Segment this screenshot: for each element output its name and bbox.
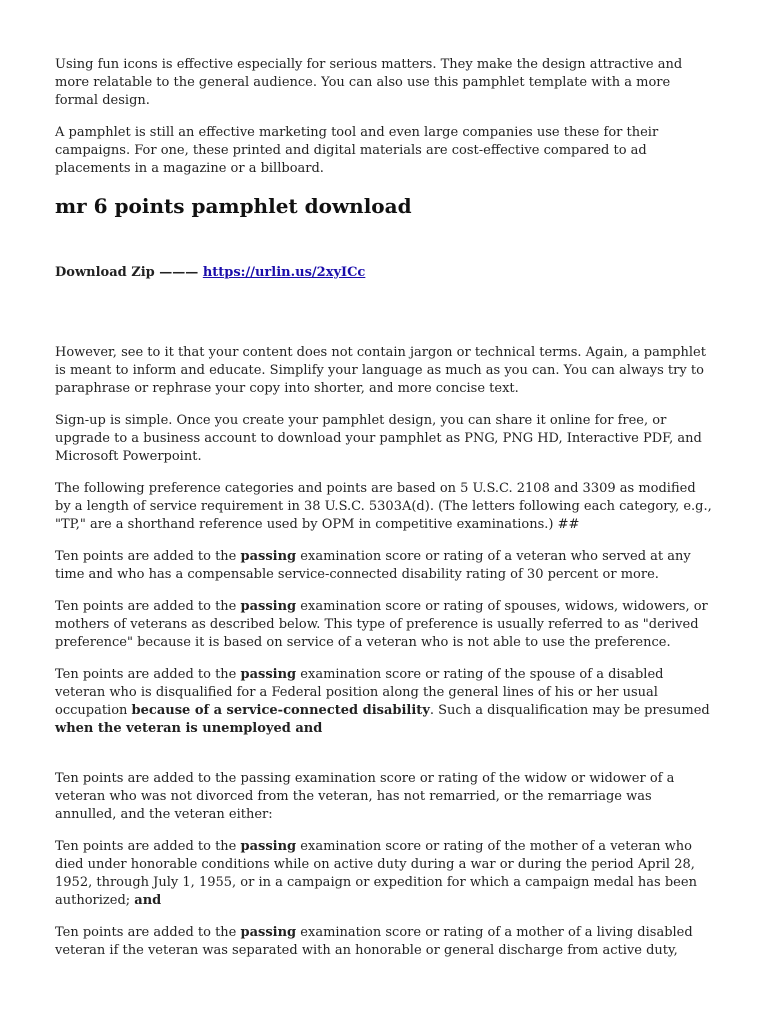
page-title: mr 6 points pamphlet download [55,194,412,218]
text-run: Ten points are added to the [55,925,241,940]
bold-text: passing [240,599,297,614]
spacer [55,752,715,770]
intro-paragraph-1: Using fun icons is effective especially for serious matters. They make the design attractive and more relatable to the general audience. You can also use this pamphlet template with a more formal design. [55,57,683,108]
bold-text: passing [240,549,297,564]
bold-text: when the veteran is unemployed and [55,721,323,736]
body-paragraph-5 [55,598,715,652]
bold-text: and [134,893,162,908]
text-run: examination score or rating of spouses, widows, widowers, or mothers of veterans as described below. This type of preference is usually referred to as "derived preference" because it is based on service of a veteran who is not able to use the preference. [55,599,708,650]
download-link[interactable]: https://urlin.us/2xyICc [202,265,366,280]
text-run: examination score or rating of a veteran who served at any time and who has a compensable service-connected disability rating of 30 percent or more. [55,549,691,582]
text-run: . Such a disqualification may be presumed [429,703,710,718]
text-run: Ten points are added to the [55,667,241,682]
bold-text: passing [240,667,297,682]
bold-text: passing [240,925,297,940]
text-run: Ten points are added to the [55,839,241,854]
intro-paragraph-2: A pamphlet is still an effective marketing tool and even large companies use these for their campaigns. For one, these printed and digital materials are cost-effective compared to ad placements in a magazine or a billboard. [55,125,659,176]
body-paragraph-8 [55,838,715,910]
text-run: examination score or rating of the spouse of a disabled veteran who is disqualified for a Federal position along the general lines of his or her usual occupation [55,667,664,718]
body-paragraph-7: Ten points are added to the passing examination score or rating of the widow or widower of a veteran who was not divorced from the veteran, has not remarried, or the remarriage was annulled, and the veteran either: [55,771,675,822]
text-run: examination score or rating of the mother of a veteran who died under honorable conditions while on active duty during a war or during the period April 28, 1952, through July 1, 1955, or in a campaign or expedition for which a campaign medal has been authorized; [55,839,697,908]
text-run: Ten points are added to the [55,549,241,564]
download-line [55,264,715,282]
download-label: Download Zip ——— [55,265,203,280]
spacer [55,282,715,344]
body-paragraph-1: However, see to it that your content does not contain jargon or technical terms. Again, a pamphlet is meant to inform and educate. Simplify your language as much as you can. You can always try to paraphrase or rephrase your copy into shorter, and more concise text. [55,345,706,396]
bold-text: passing [240,839,297,854]
body-paragraph-6 [55,666,715,738]
text-run: Ten points are added to the [55,599,241,614]
body-paragraph-3: The following preference categories and points are based on 5 U.S.C. 2108 and 3309 as modified by a length of service requirement in 38 U.S.C. 5303A(d). (The letters following each category, e.g., "TP," are a shorthand reference used by OPM in competitive examinations.) ## [55,481,712,532]
body-paragraph-9 [55,924,715,960]
body-paragraph-4 [55,548,715,584]
body-paragraph-2: Sign-up is simple. Once you create your pamphlet design, you can share it online for free, or upgrade to a business account to download your pamphlet as PNG, PNG HD, Interactive PDF, and Microsoft Powerpoint. [55,413,702,464]
bold-text: because of a service-connected disability [131,703,430,718]
text-run: examination score or rating of a mother of a living disabled veteran if the veteran was separated with an honorable or general discharge from active duty, [55,925,693,958]
